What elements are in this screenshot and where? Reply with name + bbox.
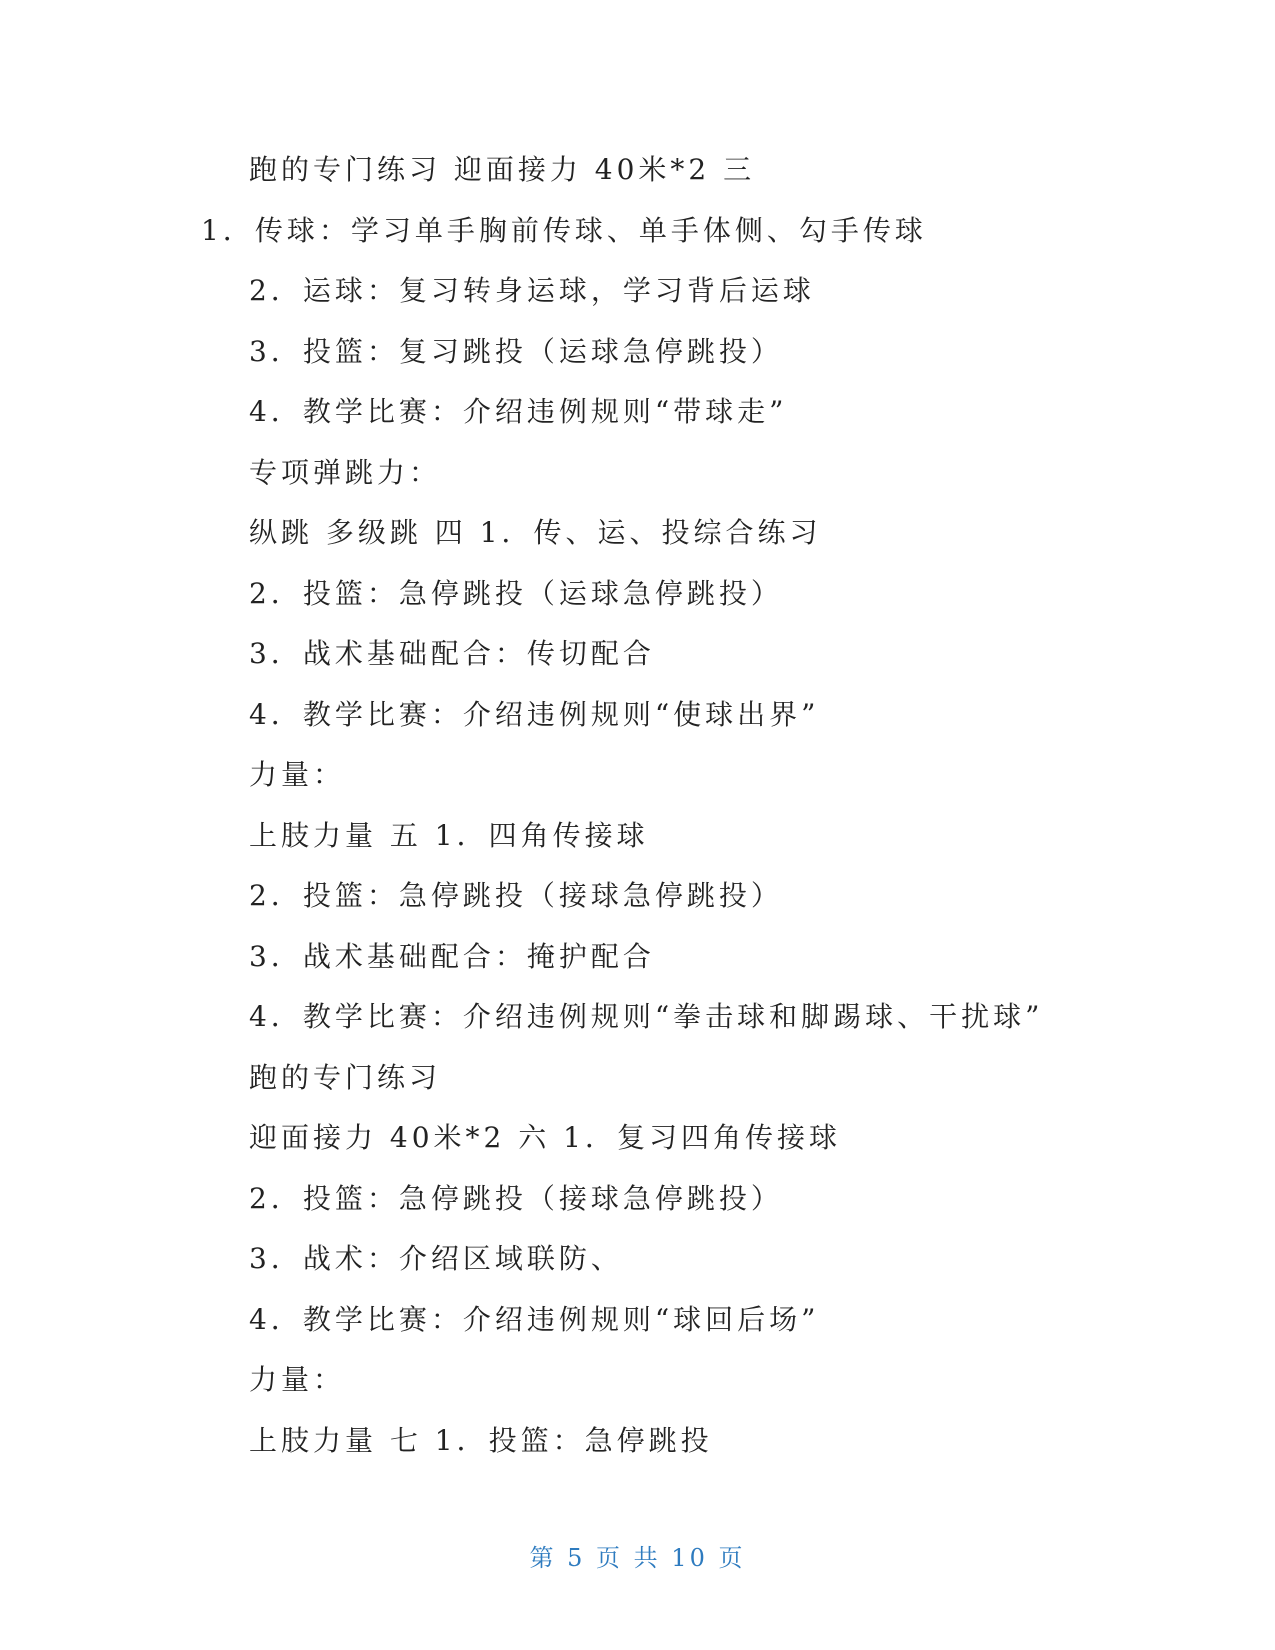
text-line: 跑的专门练习 迎面接力 40米*2 三 xyxy=(249,153,756,186)
text-line: 2．投篮：急停跳投（接球急停跳投） xyxy=(249,879,783,912)
text-line: 力量： xyxy=(249,1363,346,1396)
text-line: 迎面接力 40米*2 六 1．复习四角传接球 xyxy=(249,1121,841,1154)
text-line: 3．战术：介绍区域联防、 xyxy=(249,1242,623,1275)
page-number-footer: 第 5 页 共 10 页 xyxy=(529,1544,746,1572)
text-line: 上肢力量 五 1．四角传接球 xyxy=(249,818,649,852)
text-line: 3．投篮：复习跳投（运球急停跳投） xyxy=(249,334,783,368)
text-line: 4．教学比赛：介绍违例规则“拳击球和脚踢球、干扰球” xyxy=(249,1000,1044,1033)
text-line: 跑的专门练习 xyxy=(249,1060,442,1094)
document-body xyxy=(0,140,1275,1471)
text-line: 专项弹跳力： xyxy=(249,455,442,489)
text-line: 上肢力量 七 1．投篮：急停跳投 xyxy=(249,1423,713,1457)
text-line: 4．教学比赛：介绍违例规则“球回后场” xyxy=(249,1302,820,1336)
text-line: 1．传球：学习单手胸前传球、单手体侧、勾手传球 xyxy=(201,213,927,247)
text-line: 纵跳 多级跳 四 1．传、运、投综合练习 xyxy=(249,516,822,549)
text-line: 3．战术基础配合：掩护配合 xyxy=(249,939,655,973)
text-line: 2．投篮：急停跳投（运球急停跳投） xyxy=(249,576,783,610)
text-line: 2．运球：复习转身运球，学习背后运球 xyxy=(249,274,815,307)
text-line: 4．教学比赛：介绍违例规则“使球出界” xyxy=(249,697,820,731)
text-line: 3．战术基础配合：传切配合 xyxy=(249,637,655,670)
text-line: 2．投篮：急停跳投（接球急停跳投） xyxy=(249,1181,783,1215)
text-line: 4．教学比赛：介绍违例规则“带球走” xyxy=(249,395,788,428)
text-line: 力量： xyxy=(249,758,346,791)
